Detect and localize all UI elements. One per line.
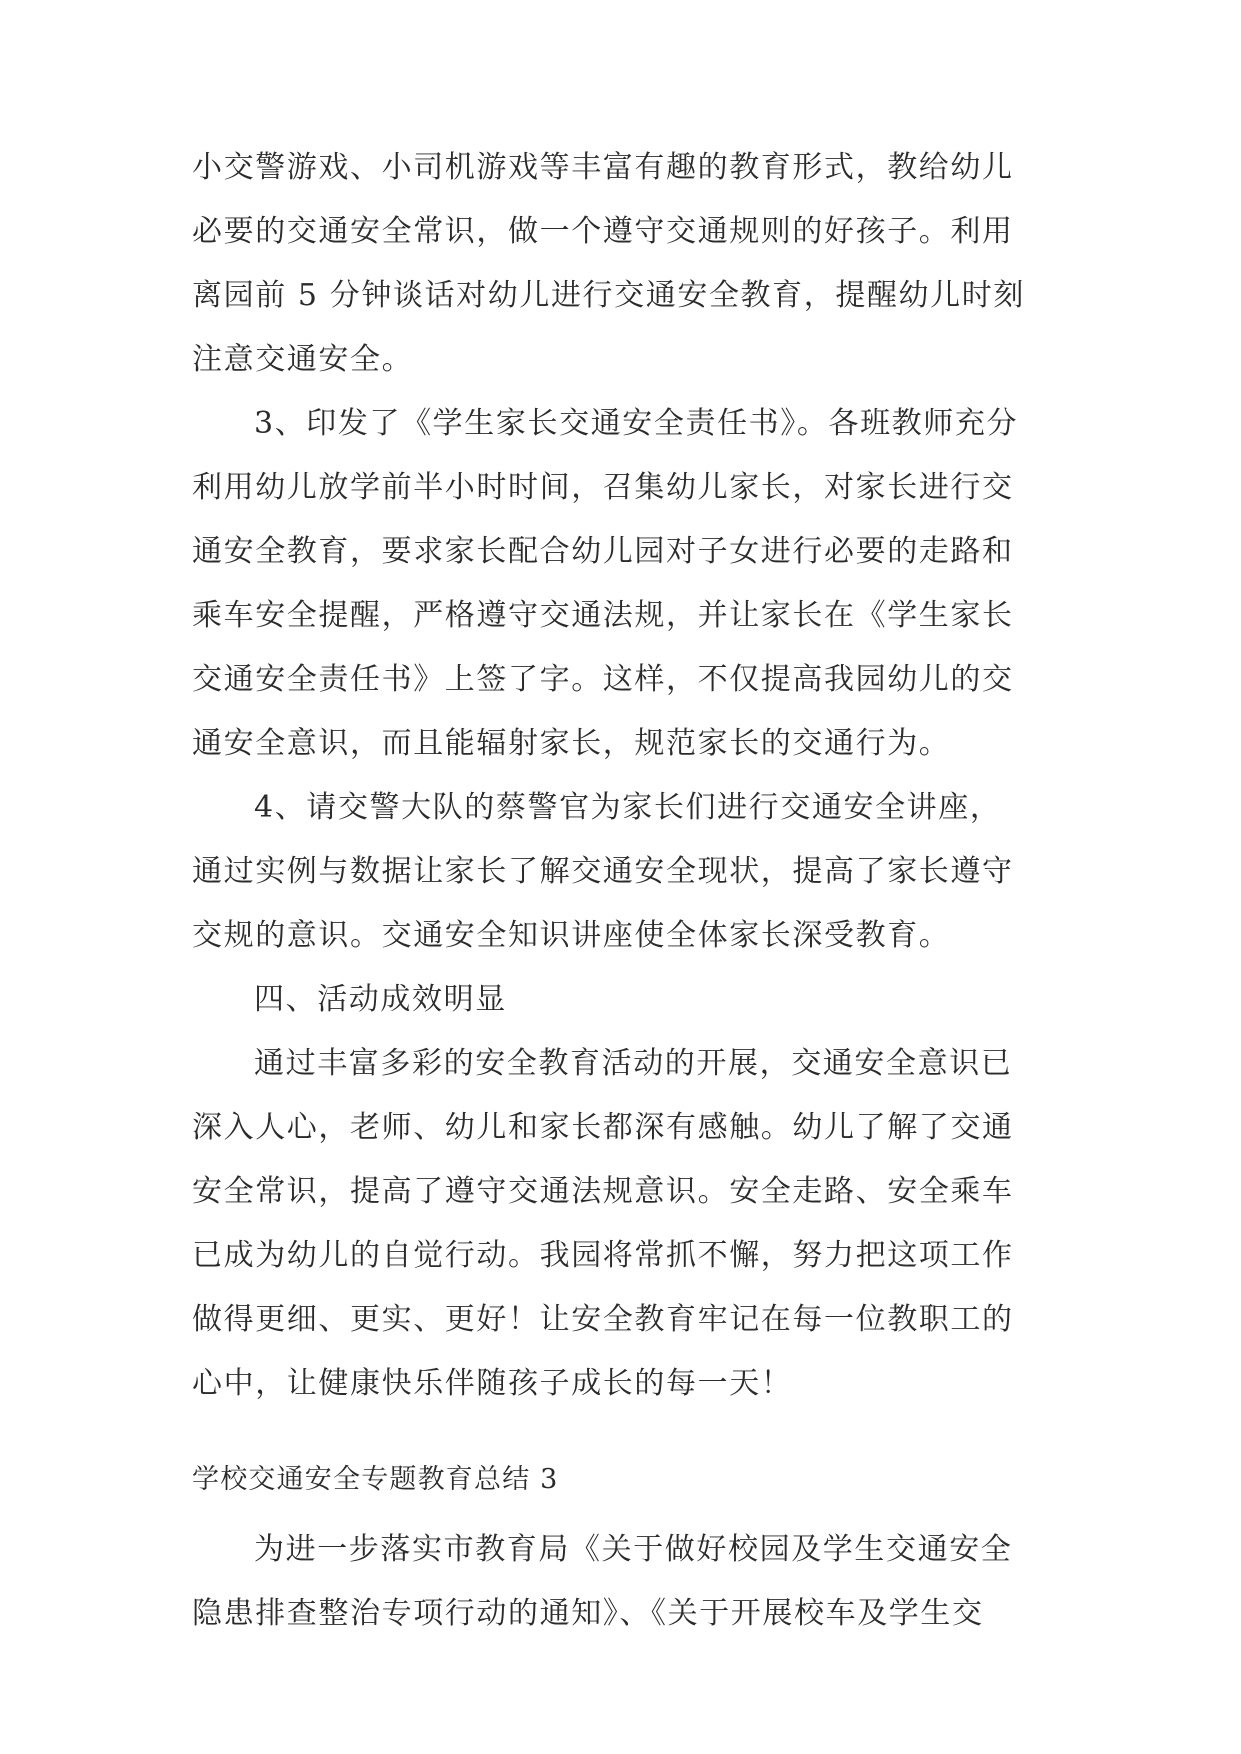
paragraph-first-line: 为进一步落实市教育局《关于做好校园及学生交通安全 xyxy=(254,1532,1013,1567)
body-text-line: 注意交通安全。 xyxy=(192,342,414,377)
body-text-line: 通安全教育，要求家长配合幼儿园对子女进行必要的走路和 xyxy=(192,534,1014,569)
body-text-line: 小交警游戏、小司机游戏等丰富有趣的教育形式，教给幼儿 xyxy=(192,150,1014,185)
body-text-line: 心中，让健康快乐伴随孩子成长的每一天！ xyxy=(192,1366,793,1401)
body-text-line: 安全常识，提高了遵守交通法规意识。安全走路、安全乘车 xyxy=(192,1174,1014,1209)
body-text-line: 乘车安全提醒，严格遵守交通法规，并让家长在《学生家长 xyxy=(192,598,1014,633)
paragraph-first-line: 3、印发了《学生家长交通安全责任书》。各班教师充分 xyxy=(254,406,1019,441)
body-text-line: 已成为幼儿的自觉行动。我园将常抓不懈，努力把这项工作 xyxy=(192,1238,1014,1273)
body-text-line: 利用幼儿放学前半小时时间，召集幼儿家长，对家长进行交 xyxy=(192,470,1014,505)
body-text-line: 做得更细、更实、更好！让安全教育牢记在每一位教职工的 xyxy=(192,1302,1014,1337)
section-heading: 四、活动成效明显 xyxy=(254,982,507,1017)
body-text-line: 通过实例与数据让家长了解交通安全现状，提高了家长遵守 xyxy=(192,854,1014,889)
body-text-line: 交规的意识。交通安全知识讲座使全体家长深受教育。 xyxy=(192,918,951,953)
body-text-line: 离园前 5 分钟谈话对幼儿进行交通安全教育，提醒幼儿时刻 xyxy=(192,278,1025,313)
body-text-line: 隐患排查整治专项行动的通知》、《关于开展校车及学生交 xyxy=(192,1596,984,1631)
body-text-line: 必要的交通安全常识，做一个遵守交通规则的好孩子。利用 xyxy=(192,214,1014,249)
document-title: 学校交通安全专题教育总结 3 xyxy=(192,1464,559,1495)
paragraph-first-line: 通过丰富多彩的安全教育活动的开展，交通安全意识已 xyxy=(254,1046,1013,1081)
body-text-line: 通安全意识，而且能辐射家长，规范家长的交通行为。 xyxy=(192,726,951,761)
body-text-line: 深入人心，老师、幼儿和家长都深有感触。幼儿了解了交通 xyxy=(192,1110,1014,1145)
body-text-line: 交通安全责任书》上签了字。这样，不仅提高我园幼儿的交 xyxy=(192,662,1014,697)
paragraph-first-line: 4、请交警大队的蔡警官为家长们进行交通安全讲座， xyxy=(254,790,1002,825)
